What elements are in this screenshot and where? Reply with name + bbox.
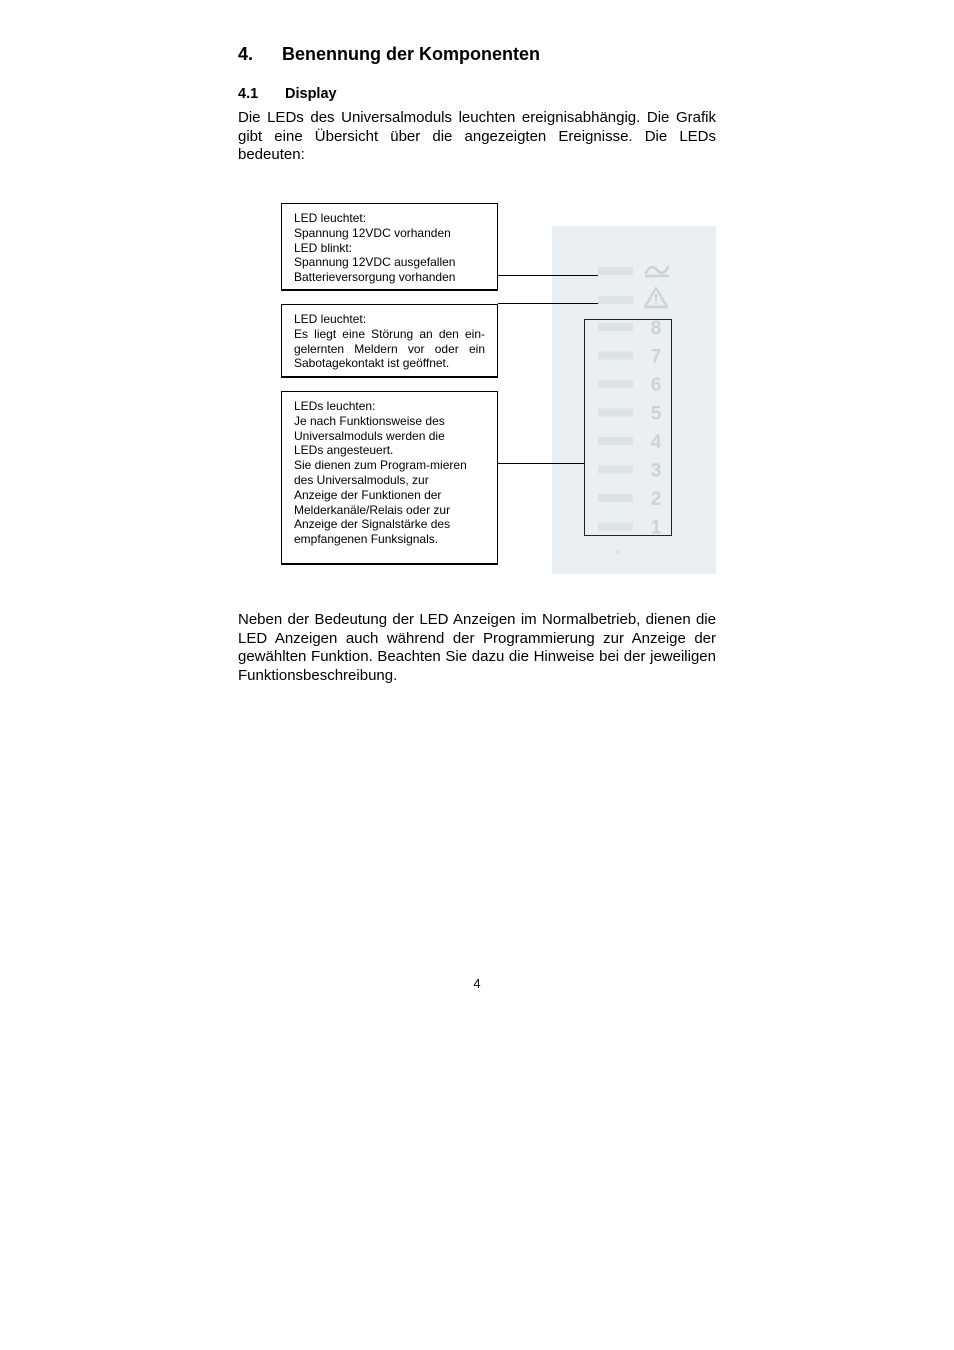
callout-line: Spannung 12VDC ausgefallen bbox=[294, 255, 456, 270]
subsection-heading bbox=[238, 86, 337, 102]
connector-line-channels bbox=[498, 463, 584, 464]
section-number: 4. bbox=[238, 44, 254, 64]
channel-label-1: 1 bbox=[650, 517, 662, 539]
callout-line: LEDs leuchten: bbox=[294, 399, 376, 413]
callout-power-led bbox=[281, 203, 498, 291]
subsection-title: Display bbox=[285, 86, 337, 102]
channel-label-7: 7 bbox=[650, 346, 662, 368]
fault-led bbox=[598, 296, 633, 304]
page-number: 4 bbox=[473, 976, 481, 991]
callout-line: Anzeige der Funktionen der bbox=[294, 487, 442, 502]
callout-line: Sie dienen zum Program-mieren bbox=[294, 458, 467, 473]
channel-label-4: 4 bbox=[650, 432, 662, 453]
section-title: Benennung der Komponenten bbox=[282, 44, 540, 64]
connector-line-power bbox=[498, 275, 598, 276]
channel-label-8: 8 bbox=[650, 318, 662, 339]
callout-line: Anzeige der Signalstärke des bbox=[294, 517, 451, 532]
callout-line: Es liegt eine Störung an den ein-gelernten Meldern vor oder ein Sabotagekontakt ist geöffnet. bbox=[294, 326, 485, 371]
callout-line: Melderkanäle/Relais oder zur bbox=[294, 502, 451, 517]
callout-line: LED leuchtet: bbox=[294, 211, 367, 225]
channel-led-frame bbox=[584, 319, 672, 536]
warning-triangle-icon bbox=[645, 288, 667, 307]
callout-line: LED blinkt: bbox=[294, 240, 353, 255]
callout-line: Batterieversorgung vorhanden bbox=[294, 270, 456, 285]
callout-channel-leds bbox=[281, 391, 498, 565]
channel-label-3: 3 bbox=[650, 460, 662, 482]
callout-line: LED leuchtet: bbox=[294, 312, 367, 326]
power-wave-icon bbox=[646, 267, 668, 273]
channel-label-6: 6 bbox=[650, 375, 662, 396]
channel-label-5: 5 bbox=[650, 403, 662, 425]
connector-line-fault bbox=[498, 303, 598, 304]
callout-line: Universalmoduls werden die bbox=[294, 428, 445, 443]
channel-label-2: 2 bbox=[650, 489, 662, 510]
subsection-number: 4.1 bbox=[238, 86, 259, 102]
section-heading bbox=[238, 44, 540, 65]
intro-paragraph: Die LEDs des Universalmoduls leuchten ereignisabhängig. Die Grafik gibt eine Übersicht über die angezeigten Ereignisse. Die LEDs bedeuten: bbox=[238, 109, 716, 163]
callout-fault-led bbox=[281, 304, 498, 378]
callout-line: Je nach Funktionsweise des bbox=[294, 413, 445, 428]
outro-paragraph: Neben der Bedeutung der LED Anzeigen im Normalbetrieb, dienen die LED Anzeigen auch während der Programmierung zur Anzeige der gewählten Funktion. Beachten Sie dazu die Hinweise bei der jeweiligen Funktionsbeschreibung. bbox=[238, 611, 716, 684]
callout-line: LEDs angesteuert. bbox=[294, 443, 394, 458]
callout-line: empfangenen Funksignals. bbox=[294, 532, 439, 547]
callout-line: des Universalmoduls, zur bbox=[294, 472, 429, 487]
power-led bbox=[598, 267, 633, 275]
callout-line: Spannung 12VDC vorhanden bbox=[294, 225, 451, 240]
